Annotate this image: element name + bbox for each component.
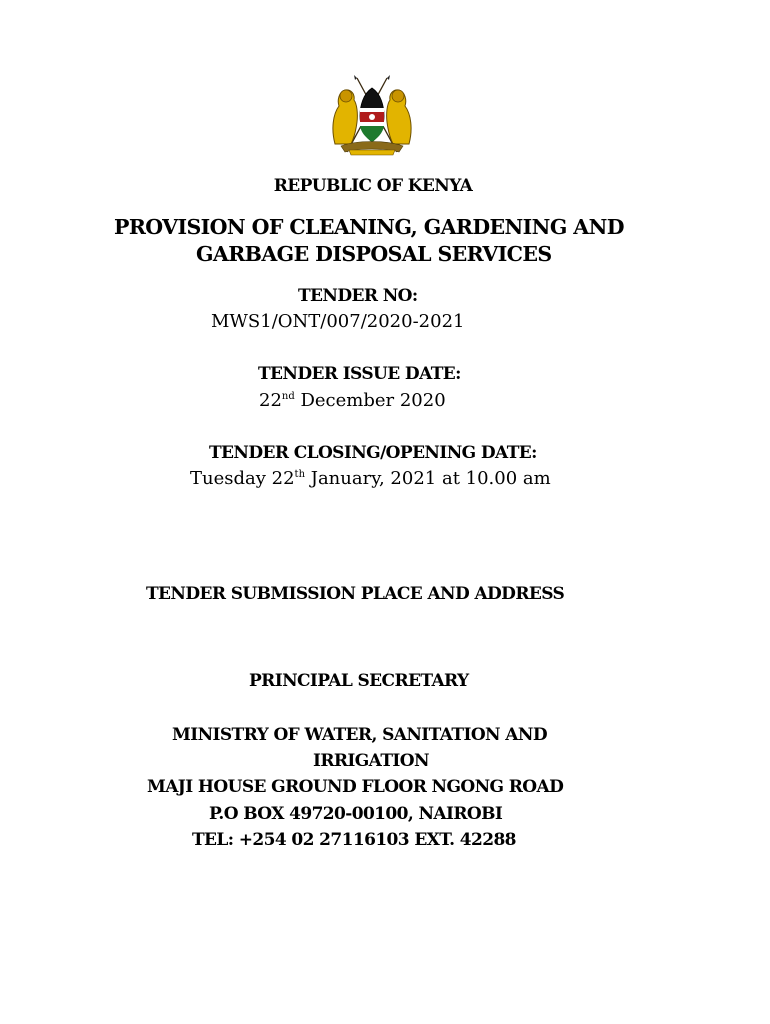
issue-date-label: TENDER ISSUE DATE: [258,364,461,384]
address-po-box: P.O BOX 49720-00100, NAIROBI [209,804,503,824]
coat-of-arms-emblem [327,74,417,156]
submission-heading: TENDER SUBMISSION PLACE AND ADDRESS [146,584,565,604]
address-telephone: TEL: +254 02 27116103 EXT. 42288 [192,830,516,850]
address-location: MAJI HOUSE GROUND FLOOR NGONG ROAD [147,777,564,797]
issue-date-value [259,390,446,411]
ministry-line-2: IRRIGATION [313,751,429,771]
ministry-line-1: MINISTRY OF WATER, SANITATION AND [172,725,547,745]
issue-date-ordinal: nd [281,391,295,402]
tender-number-value: MWS1/ONT/007/2020-2021 [211,311,465,332]
addressee: PRINCIPAL SECRETARY [249,671,469,691]
issue-date-day: 22 [259,390,282,411]
tender-title-line-1: PROVISION OF CLEANING, GARDENING AND [114,215,624,239]
closing-date-prefix: Tuesday 22 [190,468,295,489]
closing-date-value [190,468,551,489]
tender-number-label: TENDER NO: [298,286,418,306]
tender-title-line-2: GARBAGE DISPOSAL SERVICES [196,242,552,266]
republic-heading: REPUBLIC OF KENYA [273,176,473,196]
closing-date-ordinal: th [294,469,306,480]
closing-date-rest: January, 2021 at 10.00 am [305,468,551,489]
issue-date-rest: December 2020 [294,390,446,411]
closing-date-label: TENDER CLOSING/OPENING DATE: [209,443,537,463]
